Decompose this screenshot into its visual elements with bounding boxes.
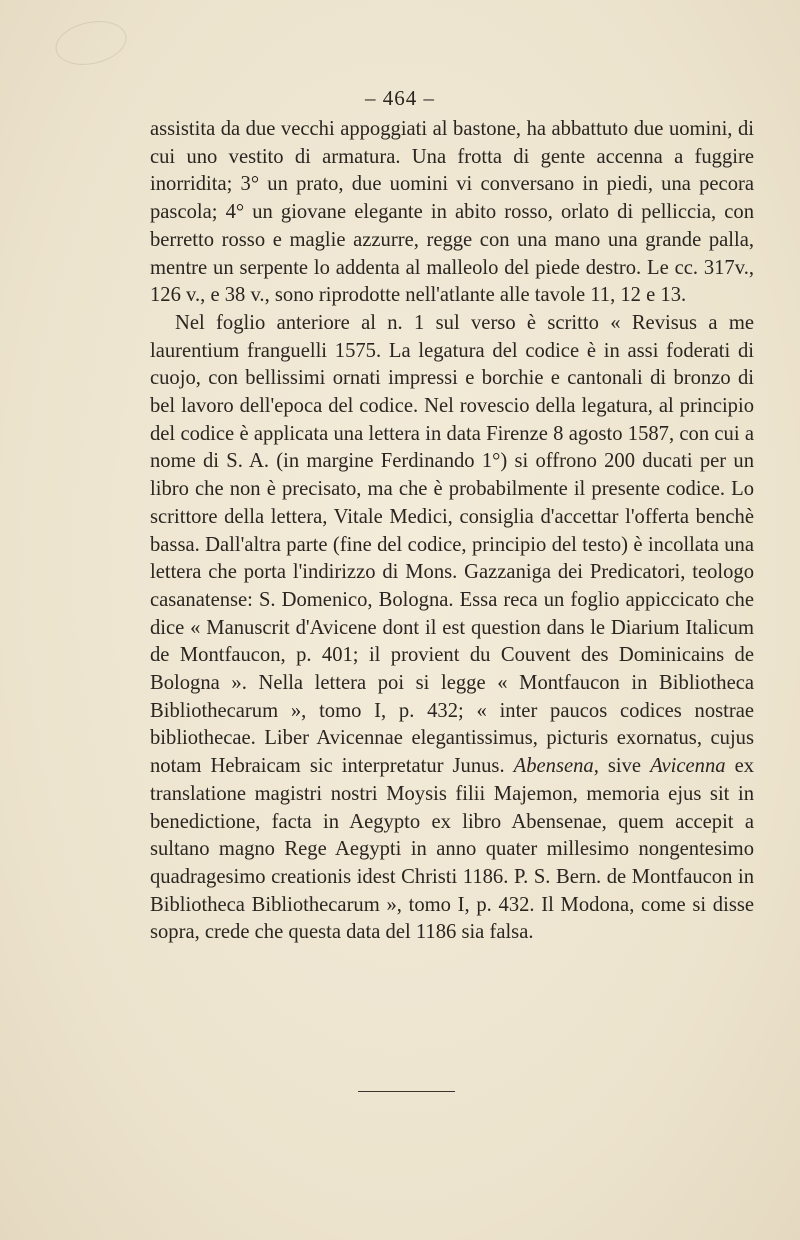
end-rule xyxy=(358,1091,455,1092)
italic-term-abensena: Abensena xyxy=(513,755,594,778)
italic-term-avicenna: Avicenna xyxy=(650,755,726,778)
paper-stain xyxy=(51,15,130,71)
paragraph-text: , sive xyxy=(593,755,651,778)
paragraph-text: assistita da due vecchi appoggiati al bastone, ha abbattuto due uomini, di cui uno vestito di armatura. Una frotta di gente accenna a fuggire inorridita; 3° un prato, due uomini vi conversano in piedi, una pecora pascola; 4° un giovane elegante in abito rosso, orlato di pelliccia, con berretto rosso e maglie azzurre, regge con una mano una grande palla, mentre un serpente lo addenta al malleolo del piede destro. Le cc. 317v., 126 v., e 38 v., sono riprodotte nell'atlante alle tavole 11, 12 e 13. xyxy=(150,118,754,307)
paragraph-1 xyxy=(150,116,754,310)
page-number: – 464 – xyxy=(365,86,435,110)
paragraph-2 xyxy=(150,310,754,947)
paragraph-text: ex translatione magistri nostri Moysis filii Majemon, memoria ejus sit in benedictione, facta in Aegypto ex libro Abensenae, quem accepit a sultano magno Rege Aegypti in anno quater millesimo nongentesimo quadragesimo creationis idest Christi 1186. P. S. Bern. de Montfaucon in Bibliotheca Bibliothecarum », tomo I, p. 432. Il Modona, come si disse sopra, crede che questa data del 1186 sia falsa. xyxy=(150,755,755,944)
paragraph-text: Nel foglio anteriore al n. 1 sul verso è scritto « Revisus a me laurentium franguelli 1575. La legatura del codice è in assi foderati di cuojo, con bellissimi ornati impressi e borchie e cantonali di bronzo di bel lavoro dell'epoca del codice. Nel rovescio della legatura, al principio del codice è applicata una lettera in data Firenze 8 agosto 1587, con cui a nome di S. A. (in margine Ferdinando 1°) si offrono 200 ducati per un libro che non è precisato, ma che è probabilmente il presente codice. Lo scrittore della lettera, Vitale Medici, consiglia d'accettar l'offerta benchè bassa. Dall'altra parte (fine del codice, principio del testo) è incollata una lettera che porta l'indirizzo di Mons. Gazzaniga dei Predicatori, teologo casanatense: S. Domenico, Bologna. Essa reca un foglio appiccicato che dice « Manuscrit d'Avicene dont il est question dans le Diarium Italicum de Montfaucon, p. 401; il provient du Couvent des Dominicains de Bologna ». Nella lettera poi si legge « Montfaucon in Bibliotheca Bibliothecarum », tomo I, p. 432; « inter paucos codices nostrae bibliothecae. Liber Avicennae elegantissimus, picturis exornatus, cujus notam Hebraicam sic interpretatur Junus. xyxy=(150,311,754,778)
body-text xyxy=(150,116,754,947)
